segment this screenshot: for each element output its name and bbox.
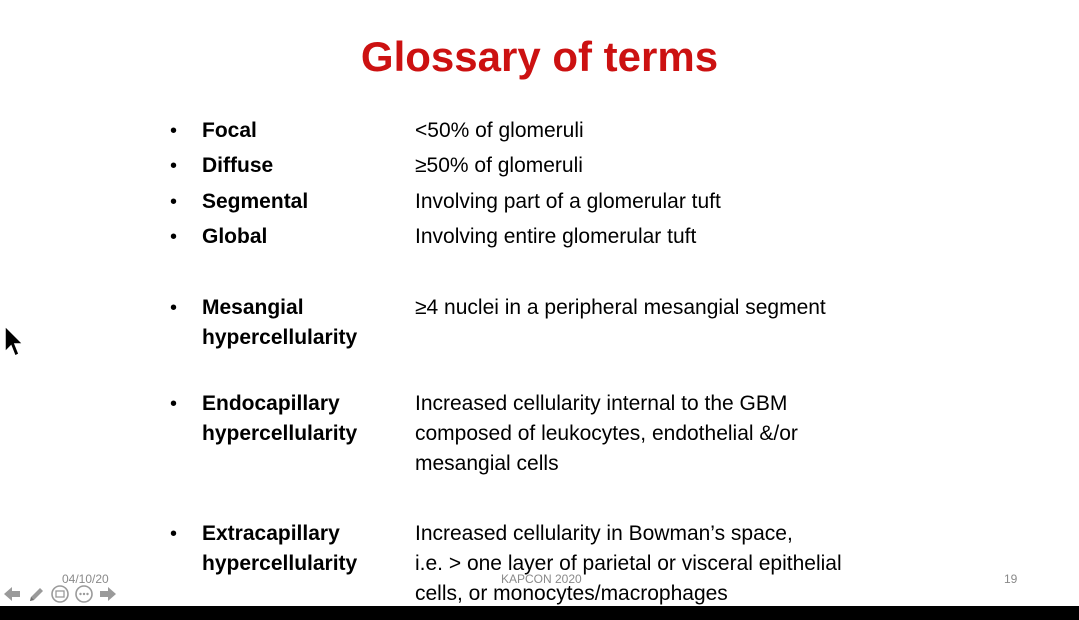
term-label: Diffuse	[202, 154, 274, 177]
bullet: •	[170, 191, 178, 213]
term-label: Extracapillary hypercellularity	[202, 522, 358, 575]
bullet: •	[170, 226, 178, 248]
term-definition: Involving entire glomerular tuft	[415, 225, 697, 248]
term-definition: Involving part of a glomerular tuft	[415, 190, 721, 213]
term-definition: ≥50% of glomeruli	[415, 154, 583, 177]
footer-date: 04/10/20	[62, 572, 109, 586]
footer-page-number: 19	[1004, 572, 1018, 586]
presenter-toolbar	[2, 584, 122, 606]
bullet: •	[170, 523, 178, 545]
pen-icon[interactable]	[26, 584, 46, 604]
arrow-left-icon[interactable]	[2, 584, 22, 604]
slides-icon[interactable]	[50, 584, 70, 604]
bullet: •	[170, 120, 178, 142]
term-label: Global	[202, 225, 268, 248]
bullet: •	[170, 393, 178, 415]
bottom-bar	[0, 606, 1079, 620]
slide-title: Glossary of terms	[360, 33, 719, 80]
more-icon[interactable]	[74, 584, 94, 604]
term-label: Focal	[202, 119, 257, 142]
arrow-right-icon[interactable]	[98, 584, 118, 604]
term-definition: <50% of glomeruli	[415, 119, 584, 142]
term-definition: ≥4 nuclei in a peripheral mesangial segment	[415, 296, 826, 319]
term-label: Mesangial hypercellularity	[202, 296, 358, 349]
term-label: Segmental	[202, 190, 309, 213]
bullet: •	[170, 155, 178, 177]
footer-conference: KAPCON 2020	[501, 572, 582, 586]
bullet: •	[170, 297, 178, 319]
mouse-cursor-icon	[3, 325, 25, 361]
term-definition: Increased cellularity in Bowman’s space, i.e. > one layer of parietal or visceral epithelial cells, or monocytes/macrophages	[415, 522, 842, 605]
term-label: Endocapillary hypercellularity	[202, 392, 358, 445]
term-definition: Increased cellularity internal to the GBM composed of leukocytes, endothelial &/or mesangial cells	[415, 392, 798, 475]
